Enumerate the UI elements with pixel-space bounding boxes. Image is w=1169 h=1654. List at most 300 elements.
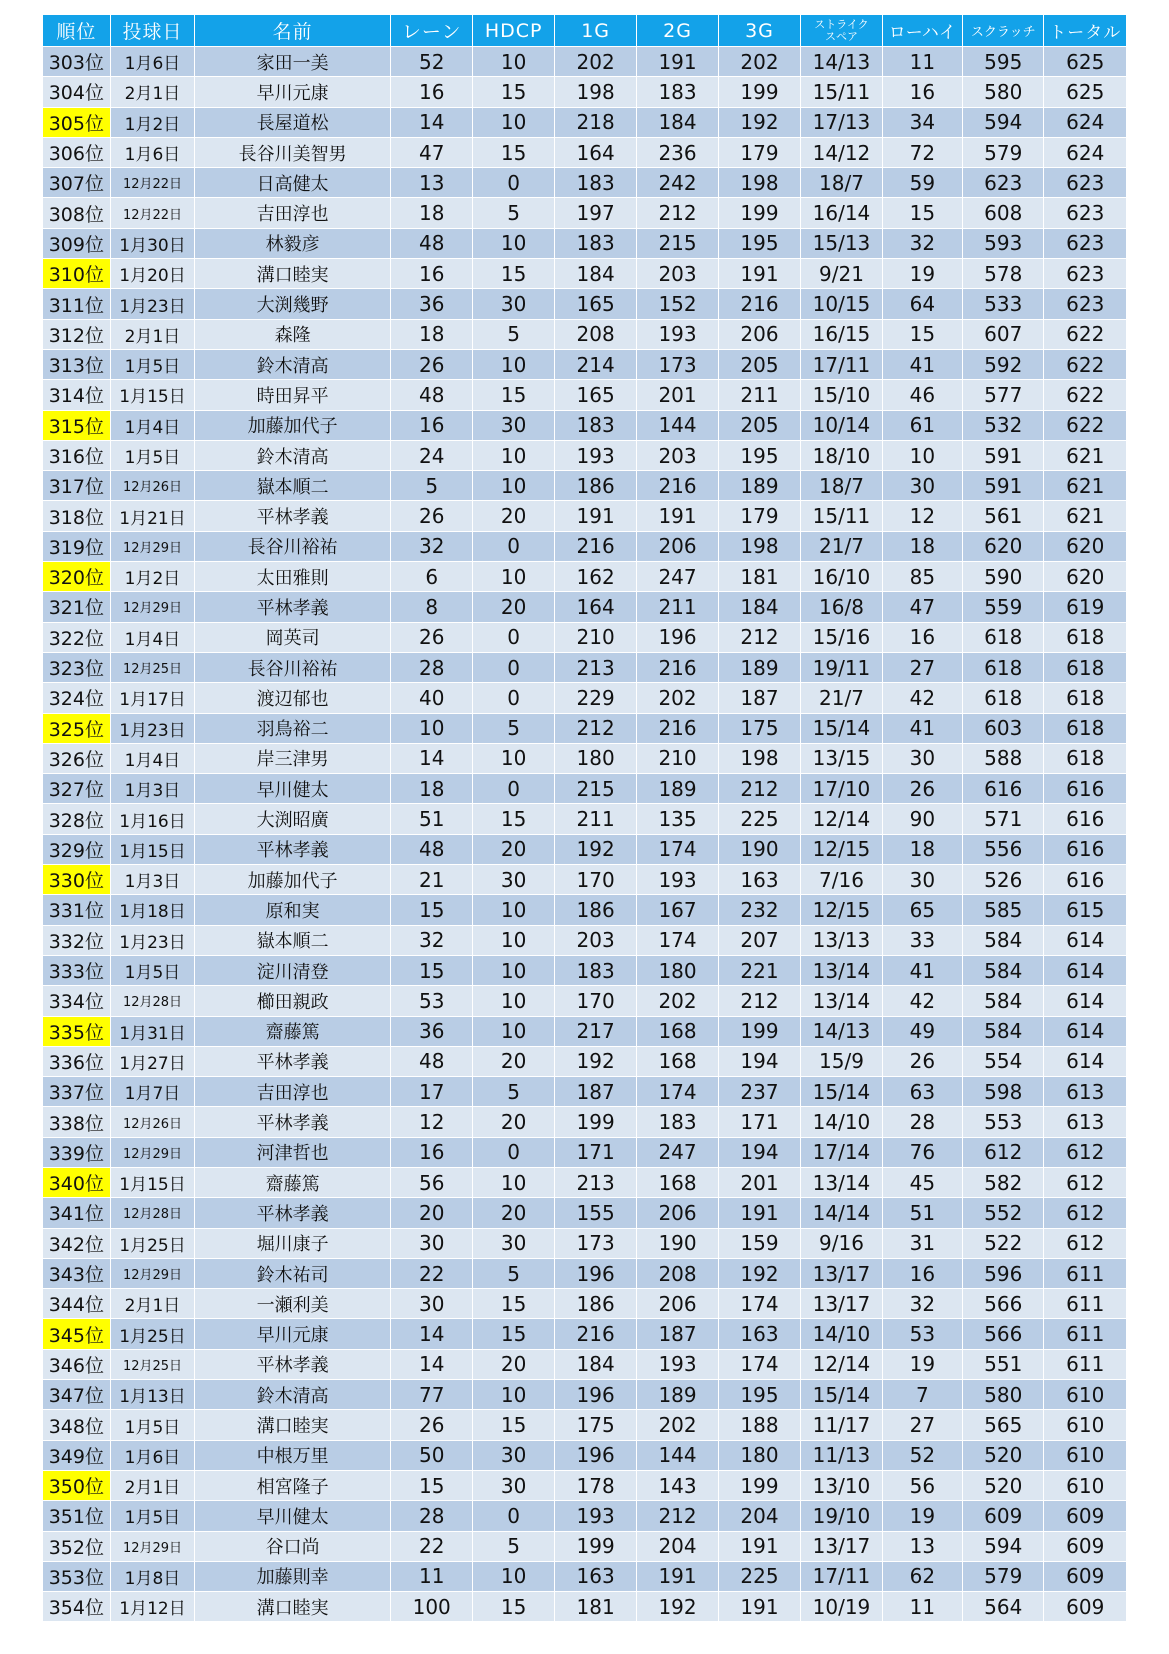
game-3-cell: 194 [719,1138,801,1168]
rank-cell: 336位 [43,1047,111,1077]
game-1-cell: 210 [555,623,637,653]
game-1-cell: 165 [555,380,637,410]
total-cell: 616 [1044,774,1126,804]
date-cell: 1月25日 [111,1319,196,1349]
game-2-cell: 189 [637,774,718,804]
table-row [43,320,1126,350]
total-cell: 610 [1044,1441,1126,1471]
game-2-cell: 143 [637,1471,718,1501]
date-cell: 1月20日 [111,259,196,289]
table-row [43,1289,1126,1319]
game-1-cell: 196 [555,1259,637,1289]
name-cell: 堀川康子 [195,1229,391,1259]
game-1-cell: 191 [555,501,637,531]
game-2-cell: 190 [637,1229,718,1259]
table-row [43,1501,1126,1531]
lane-cell: 100 [391,1592,473,1622]
game-1-cell: 199 [555,1532,637,1562]
total-cell: 611 [1044,1289,1126,1319]
date-cell: 12月28日 [111,1198,196,1228]
low-high-cell: 13 [883,1532,963,1562]
game-1-cell: 187 [555,1077,637,1107]
lane-cell: 16 [391,1138,473,1168]
total-cell: 613 [1044,1107,1126,1137]
table-row [43,1319,1126,1349]
game-3-cell: 190 [719,835,801,865]
table-row [43,1229,1126,1259]
name-cell: 早川健太 [195,1501,391,1531]
date-cell: 1月2日 [111,108,196,138]
lane-cell: 50 [391,1441,473,1471]
date-cell: 2月1日 [111,77,196,107]
lane-cell: 11 [391,1562,473,1592]
name-cell: 溝口睦実 [195,1410,391,1440]
header-name: 名前 [195,15,391,47]
hdcp-cell: 15 [473,77,554,107]
scratch-cell: 566 [963,1289,1044,1319]
game-1-cell: 170 [555,986,637,1016]
strike-spare-cell: 11/17 [801,1410,882,1440]
game-1-cell: 214 [555,350,637,380]
scratch-cell: 608 [963,198,1044,228]
date-cell: 2月1日 [111,1471,196,1501]
strike-spare-cell: 13/17 [801,1259,882,1289]
total-cell: 623 [1044,229,1126,259]
strike-spare-cell: 13/15 [801,744,882,774]
hdcp-cell: 0 [473,774,554,804]
strike-spare-cell: 9/21 [801,259,882,289]
name-cell: 原和実 [195,895,391,925]
table-row [43,1138,1126,1168]
total-cell: 624 [1044,138,1126,168]
lane-cell: 26 [391,350,473,380]
low-high-cell: 59 [883,168,963,198]
name-cell: 長谷川裕祐 [195,532,391,562]
low-high-cell: 32 [883,229,963,259]
date-cell: 1月15日 [111,1168,196,1198]
table-row [43,501,1126,531]
header-scratch: スクラッチ [963,15,1044,47]
scratch-cell: 522 [963,1229,1044,1259]
scratch-cell: 609 [963,1501,1044,1531]
game-3-cell: 207 [719,926,801,956]
hdcp-cell: 0 [473,1138,554,1168]
scratch-cell: 580 [963,77,1044,107]
total-cell: 614 [1044,1047,1126,1077]
rank-cell: 319位 [43,532,111,562]
lane-cell: 53 [391,986,473,1016]
game-1-cell: 165 [555,289,637,319]
lane-cell: 32 [391,926,473,956]
rank-cell: 303位 [43,47,111,77]
game-2-cell: 187 [637,1319,718,1349]
table-row [43,1380,1126,1410]
low-high-cell: 61 [883,411,963,441]
lane-cell: 28 [391,653,473,683]
game-1-cell: 175 [555,1410,637,1440]
table-row [43,47,1126,77]
low-high-cell: 11 [883,47,963,77]
game-1-cell: 180 [555,744,637,774]
strike-spare-cell: 12/15 [801,835,882,865]
scratch-cell: 579 [963,138,1044,168]
game-1-cell: 216 [555,532,637,562]
game-2-cell: 196 [637,623,718,653]
lane-cell: 52 [391,47,473,77]
game-3-cell: 237 [719,1077,801,1107]
lane-cell: 14 [391,108,473,138]
hdcp-cell: 0 [473,623,554,653]
hdcp-cell: 20 [473,1107,554,1137]
name-cell: 鈴木清高 [195,1380,391,1410]
total-cell: 618 [1044,714,1126,744]
lane-cell: 10 [391,714,473,744]
rank-cell: 339位 [43,1138,111,1168]
rank-cell: 335位 [43,1017,111,1047]
game-2-cell: 144 [637,1441,718,1471]
hdcp-cell: 15 [473,1592,554,1622]
lane-cell: 77 [391,1380,473,1410]
lane-cell: 6 [391,562,473,592]
name-cell: 長谷川裕祐 [195,653,391,683]
strike-spare-cell: 17/10 [801,774,882,804]
lane-cell: 30 [391,1289,473,1319]
rank-cell: 350位 [43,1471,111,1501]
hdcp-cell: 15 [473,380,554,410]
table-row [43,259,1126,289]
scratch-cell: 618 [963,653,1044,683]
hdcp-cell: 10 [473,956,554,986]
strike-spare-cell: 14/10 [801,1319,882,1349]
scratch-cell: 552 [963,1198,1044,1228]
game-3-cell: 198 [719,168,801,198]
name-cell: 羽鳥裕二 [195,714,391,744]
date-cell: 12月29日 [111,1532,196,1562]
strike-spare-cell: 10/14 [801,411,882,441]
game-3-cell: 174 [719,1289,801,1319]
rank-cell: 342位 [43,1229,111,1259]
scratch-cell: 620 [963,532,1044,562]
rank-cell: 304位 [43,77,111,107]
name-cell: 日高健太 [195,168,391,198]
lane-cell: 48 [391,229,473,259]
header-total: トータル [1044,15,1126,47]
scratch-cell: 571 [963,804,1044,834]
game-3-cell: 181 [719,562,801,592]
lane-cell: 16 [391,411,473,441]
rank-cell: 320位 [43,562,111,592]
table-row [43,441,1126,471]
table-row [43,1410,1126,1440]
name-cell: 齋藤篤 [195,1017,391,1047]
game-2-cell: 144 [637,411,718,441]
game-3-cell: 199 [719,77,801,107]
rank-cell: 306位 [43,138,111,168]
lane-cell: 18 [391,198,473,228]
strike-spare-cell: 14/13 [801,47,882,77]
date-cell: 12月22日 [111,168,196,198]
game-1-cell: 186 [555,895,637,925]
low-high-cell: 85 [883,562,963,592]
game-1-cell: 183 [555,956,637,986]
low-high-cell: 26 [883,1047,963,1077]
low-high-cell: 64 [883,289,963,319]
low-high-cell: 11 [883,1592,963,1622]
table-row [43,138,1126,168]
game-3-cell: 195 [719,229,801,259]
game-3-cell: 194 [719,1047,801,1077]
lane-cell: 30 [391,1229,473,1259]
rank-cell: 338位 [43,1107,111,1137]
low-high-cell: 42 [883,683,963,713]
strike-spare-cell: 19/10 [801,1501,882,1531]
game-3-cell: 204 [719,1501,801,1531]
low-high-cell: 19 [883,1350,963,1380]
game-2-cell: 203 [637,259,718,289]
name-cell: 相宮隆子 [195,1471,391,1501]
low-high-cell: 49 [883,1017,963,1047]
header-hdcp: HDCP [473,15,554,47]
lane-cell: 56 [391,1168,473,1198]
total-cell: 621 [1044,441,1126,471]
game-2-cell: 206 [637,1198,718,1228]
header-date: 投球日 [111,15,196,47]
rank-cell: 340位 [43,1168,111,1198]
rank-cell: 322位 [43,623,111,653]
hdcp-cell: 5 [473,714,554,744]
name-cell: 鈴木清高 [195,441,391,471]
strike-spare-cell: 15/11 [801,501,882,531]
table-row [43,1017,1126,1047]
hdcp-cell: 5 [473,1077,554,1107]
rank-cell: 311位 [43,289,111,319]
strike-spare-cell: 15/11 [801,77,882,107]
rank-cell: 343位 [43,1259,111,1289]
hdcp-cell: 0 [473,683,554,713]
game-2-cell: 236 [637,138,718,168]
hdcp-cell: 10 [473,562,554,592]
game-1-cell: 186 [555,471,637,501]
total-cell: 616 [1044,804,1126,834]
lane-cell: 5 [391,471,473,501]
strike-spare-cell: 13/10 [801,1471,882,1501]
strike-spare-cell: 18/7 [801,471,882,501]
game-2-cell: 212 [637,1501,718,1531]
rank-cell: 314位 [43,380,111,410]
hdcp-cell: 15 [473,1319,554,1349]
table-row [43,1562,1126,1592]
total-cell: 616 [1044,865,1126,895]
date-cell: 12月28日 [111,986,196,1016]
rank-cell: 307位 [43,168,111,198]
game-2-cell: 135 [637,804,718,834]
hdcp-cell: 10 [473,47,554,77]
name-cell: 加藤加代子 [195,411,391,441]
rank-cell: 325位 [43,714,111,744]
rank-cell: 305位 [43,108,111,138]
scratch-cell: 580 [963,1380,1044,1410]
game-3-cell: 221 [719,956,801,986]
date-cell: 12月26日 [111,471,196,501]
table-row [43,986,1126,1016]
hdcp-cell: 10 [473,229,554,259]
game-1-cell: 196 [555,1441,637,1471]
low-high-cell: 53 [883,1319,963,1349]
total-cell: 622 [1044,320,1126,350]
name-cell: 齋藤篤 [195,1168,391,1198]
game-3-cell: 189 [719,471,801,501]
scratch-cell: 551 [963,1350,1044,1380]
scratch-cell: 618 [963,683,1044,713]
game-3-cell: 212 [719,623,801,653]
game-2-cell: 211 [637,592,718,622]
total-cell: 618 [1044,683,1126,713]
name-cell: 森隆 [195,320,391,350]
date-cell: 1月4日 [111,744,196,774]
scratch-cell: 584 [963,956,1044,986]
table-row [43,956,1126,986]
scratch-cell: 590 [963,562,1044,592]
low-high-cell: 34 [883,108,963,138]
lane-cell: 21 [391,865,473,895]
table-row [43,653,1126,683]
low-high-cell: 15 [883,198,963,228]
name-cell: 長屋道松 [195,108,391,138]
game-2-cell: 216 [637,471,718,501]
name-cell: 鈴木祐司 [195,1259,391,1289]
table-row [43,108,1126,138]
total-cell: 615 [1044,895,1126,925]
hdcp-cell: 20 [473,592,554,622]
game-1-cell: 170 [555,865,637,895]
low-high-cell: 31 [883,1229,963,1259]
table-row [43,1047,1126,1077]
total-cell: 623 [1044,259,1126,289]
table-row [43,1259,1126,1289]
low-high-cell: 10 [883,441,963,471]
table-row [43,895,1126,925]
scratch-cell: 598 [963,1077,1044,1107]
table-row [43,804,1126,834]
strike-spare-cell: 13/17 [801,1532,882,1562]
scratch-cell: 520 [963,1471,1044,1501]
game-3-cell: 180 [719,1441,801,1471]
game-1-cell: 198 [555,77,637,107]
game-1-cell: 193 [555,1501,637,1531]
game-1-cell: 183 [555,411,637,441]
name-cell: 吉田淳也 [195,1077,391,1107]
hdcp-cell: 5 [473,320,554,350]
lane-cell: 17 [391,1077,473,1107]
name-cell: 鈴木清高 [195,350,391,380]
game-2-cell: 208 [637,1259,718,1289]
date-cell: 1月15日 [111,380,196,410]
date-cell: 1月4日 [111,623,196,653]
game-2-cell: 203 [637,441,718,471]
date-cell: 1月30日 [111,229,196,259]
game-3-cell: 225 [719,1562,801,1592]
strike-spare-cell: 14/10 [801,1107,882,1137]
name-cell: 嶽本順二 [195,926,391,956]
scratch-cell: 520 [963,1441,1044,1471]
date-cell: 1月21日 [111,501,196,531]
rank-cell: 324位 [43,683,111,713]
low-high-cell: 72 [883,138,963,168]
total-cell: 623 [1044,168,1126,198]
rank-cell: 331位 [43,895,111,925]
game-3-cell: 216 [719,289,801,319]
game-2-cell: 242 [637,168,718,198]
name-cell: 大渕昭廣 [195,804,391,834]
lane-cell: 8 [391,592,473,622]
table-row [43,835,1126,865]
game-1-cell: 208 [555,320,637,350]
game-2-cell: 183 [637,77,718,107]
rank-cell: 317位 [43,471,111,501]
game-3-cell: 212 [719,774,801,804]
scratch-cell: 595 [963,47,1044,77]
total-cell: 614 [1044,986,1126,1016]
total-cell: 624 [1044,108,1126,138]
strike-spare-cell: 16/8 [801,592,882,622]
game-3-cell: 211 [719,380,801,410]
low-high-cell: 76 [883,1138,963,1168]
low-high-cell: 45 [883,1168,963,1198]
low-high-cell: 18 [883,835,963,865]
game-1-cell: 183 [555,229,637,259]
game-1-cell: 184 [555,259,637,289]
total-cell: 611 [1044,1319,1126,1349]
game-2-cell: 174 [637,1077,718,1107]
game-2-cell: 183 [637,1107,718,1137]
strike-spare-cell: 16/14 [801,198,882,228]
strike-spare-cell: 14/12 [801,138,882,168]
table-row [43,1592,1126,1622]
game-3-cell: 199 [719,1017,801,1047]
date-cell: 1月31日 [111,1017,196,1047]
total-cell: 612 [1044,1229,1126,1259]
game-3-cell: 198 [719,532,801,562]
scratch-cell: 588 [963,744,1044,774]
name-cell: 長谷川美智男 [195,138,391,168]
game-1-cell: 181 [555,1592,637,1622]
game-3-cell: 187 [719,683,801,713]
strike-spare-cell: 10/19 [801,1592,882,1622]
rank-cell: 327位 [43,774,111,804]
scratch-cell: 594 [963,108,1044,138]
scratch-cell: 607 [963,320,1044,350]
total-cell: 611 [1044,1350,1126,1380]
rank-cell: 337位 [43,1077,111,1107]
hdcp-cell: 5 [473,198,554,228]
scratch-cell: 532 [963,411,1044,441]
hdcp-cell: 20 [473,835,554,865]
game-3-cell: 163 [719,865,801,895]
lane-cell: 16 [391,77,473,107]
name-cell: 岸三津男 [195,744,391,774]
game-3-cell: 189 [719,653,801,683]
game-2-cell: 215 [637,229,718,259]
hdcp-cell: 10 [473,350,554,380]
strike-spare-cell: 17/11 [801,350,882,380]
scratch-cell: 582 [963,1168,1044,1198]
scratch-cell: 585 [963,895,1044,925]
game-1-cell: 178 [555,1471,637,1501]
low-high-cell: 33 [883,926,963,956]
strike-spare-cell: 11/13 [801,1441,882,1471]
lane-cell: 14 [391,1319,473,1349]
game-2-cell: 193 [637,320,718,350]
